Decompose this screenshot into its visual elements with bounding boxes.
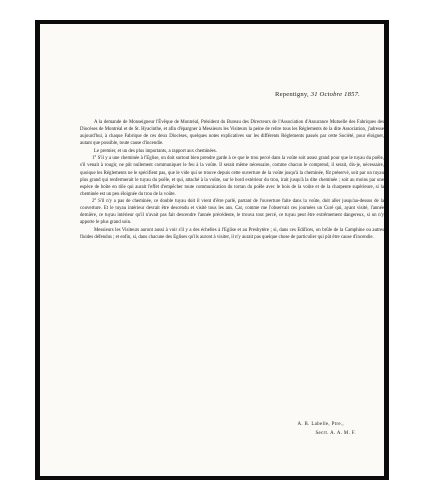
- dateline-date: 31 Octobre 1857.: [310, 91, 360, 98]
- signature-name: A. B. Labelle, Ptre.,: [297, 422, 344, 427]
- signature-title: Secrt. A. A. M. F.: [315, 431, 356, 436]
- dateline-place: Repentigny,: [275, 91, 309, 98]
- paragraph-chimneys: Le premier, et un des plus importants, a rapport aux cheminées.: [94, 148, 217, 154]
- paragraph-intro: A la demande de Monseigneur l'Évêque de Montréal, Président du Bureau des Directeurs de l'Association d'Assurance Mutuelle des Fabriques des Diocèses de Montréal et de St. Hyacinthe, et afin d'épargner à Messieurs les Visiteurs la peine de relire tous les Réglements de la dite Association, j'adresse aujourd'hui, à chaque Fabrique de ces deux Diocèses, quelques notes explicatives sur les différents Réglements passés par cette Société, pour éloigner, autant que possible, toute cause d'incendie.: [80, 120, 384, 147]
- paragraph-item-2: 2° S'il n'y a pas de cheminée, ce double tuyau doit il vient d'être parlé, partant de l'ouverture faite dans la voûte, doit aller jusqu'au-dessus de la couverture. Et le tuyau intérieur devrait être descendu et visité tous les ans. Car, comme me l'observait ces journées un Curé qui, ayant visité, l'année dernière, ce tuyau intérieur qu'il n'avait pas fait descendre l'année précédente, le trouva tout percé, ce tuyau peut être extrêmement dangereux, si on n'y apporte le plus grand soin.: [80, 199, 384, 226]
- document-page: [40, 24, 384, 476]
- letter-body: [80, 119, 384, 241]
- paragraph-item-1: 1° S'il y a une cheminée à l'Eglise, on doit surtout bien prendre garde à ce que le trou percé dans la voûte soit assez grand pour que le tuyau du poêle, s'il venait à rougir, ne pût nullement communiquer le feu à la voûte. Il serait même nécessaire, comme chacun le comprend, il serait, dis-je, nécessaire, quoique les Réglements ne le spécifient pas, que le vide qui se trouve depuis cette ouverture de la voûte jusqu'à la cheminée, fût préservé, soit par un tuyau plus grand qui renfermerait le tuyau du poêle, et qui, attaché à la voûte, sur le bord extérieur du trou, irait jusqu'à la dite cheminée ; soit au moins par une espèce de boîte en tôle qui aurait l'effet d'empêcher toute communication du torran du poêle avec le bois de la voûte et de la charpente supérieure, si la cheminée est un peu éloignée du trou de la voûte.: [80, 156, 384, 197]
- dateline: [275, 91, 360, 98]
- paragraph-visitors: Messieurs les Visiteurs auront aussi à voir s'il y a des échelles à l'Eglise et au Presbytère ; si, dans ces Edifices, on brûle de la Camphine ou autres fluides défendus ; et enfin, si, dans chacune des Eglises qu'ils auront à visiter, il n'y aurait pas quelque chose de particulier qui pût être cause d'incendie.: [80, 228, 384, 241]
